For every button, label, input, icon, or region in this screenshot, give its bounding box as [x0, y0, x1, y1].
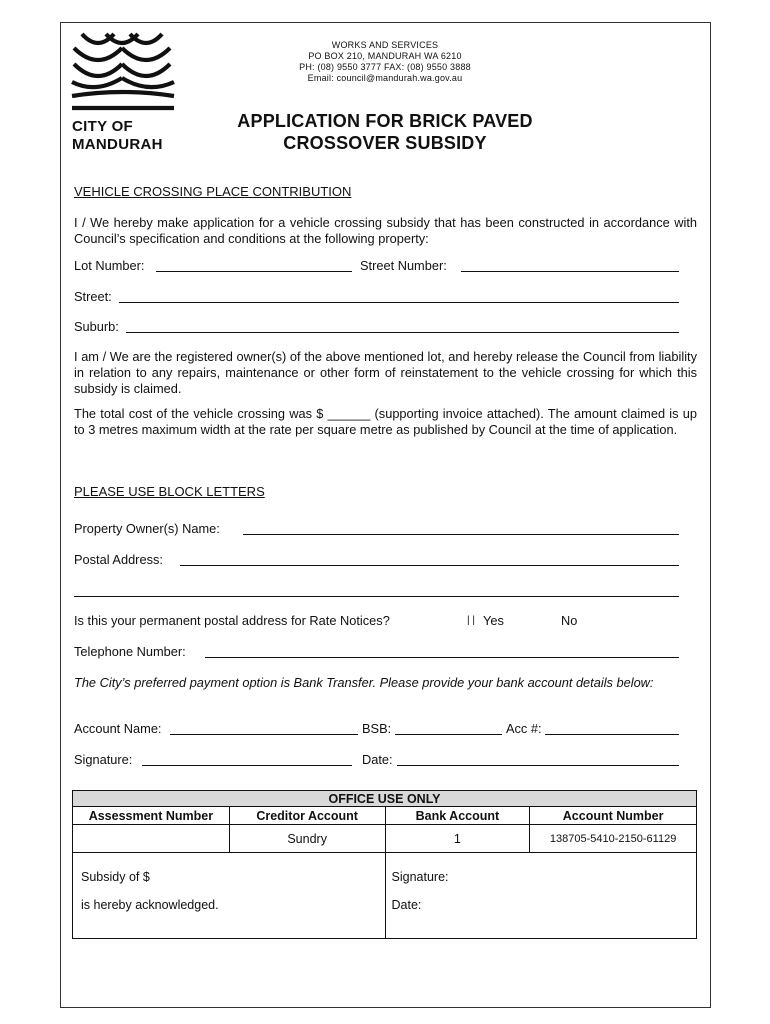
- acc-number-label: Acc #:: [506, 721, 542, 736]
- title-line-2: CROSSOVER SUBSIDY: [283, 133, 487, 153]
- city-of-mandurah-logo-icon: [68, 30, 178, 112]
- signature-label: Signature:: [74, 752, 133, 767]
- section-heading-block-letters: PLEASE USE BLOCK LETTERS: [74, 484, 265, 499]
- office-use-header-row: [73, 791, 697, 807]
- intro-paragraph: I / We hereby make application for a vehicle crossing subsidy that has been constructed in accordance with Council’s specification and conditions at the following property:: [74, 215, 697, 246]
- postal-address-field[interactable]: [180, 565, 679, 566]
- postal-address-field-line-2[interactable]: [74, 596, 679, 597]
- no-label[interactable]: No: [561, 613, 578, 628]
- street-number-field[interactable]: [461, 271, 679, 272]
- address-block: [250, 40, 520, 84]
- release-paragraph: I am / We are the registered owner(s) of the above mentioned lot, and hereby release the Council from liability in relation to any repairs, maintenance or other form of reinstatement to the vehicle crossing for which this subsidy is claimed.: [74, 349, 697, 396]
- col-bank-account: Bank Account: [385, 807, 530, 825]
- creditor-account-value: Sundry: [229, 825, 385, 853]
- permanent-address-question: Is this your permanent postal address for Rate Notices?: [74, 613, 390, 628]
- account-number-value: 138705-5410-2150-61129: [530, 825, 697, 853]
- subsidy-label: Subsidy of $: [81, 870, 150, 884]
- assessment-number-value[interactable]: [73, 825, 230, 853]
- date-label: Date:: [362, 752, 393, 767]
- office-column-header-row: [73, 807, 697, 825]
- bank-account-value: 1: [385, 825, 530, 853]
- phone-fax: PH: (08) 9550 3777 FAX: (08) 9550 3888: [299, 62, 471, 72]
- office-signature-label: Signature:: [391, 870, 449, 884]
- bsb-field[interactable]: [395, 734, 502, 735]
- logo-line-1: CITY OF: [72, 118, 133, 135]
- owner-name-field[interactable]: [243, 534, 679, 535]
- acknowledged-text: is hereby acknowledged.: [81, 898, 219, 912]
- po-box: PO BOX 210, MANDURAH WA 6210: [308, 51, 462, 61]
- suburb-label: Suburb:: [74, 319, 119, 334]
- street-label: Street:: [74, 289, 112, 304]
- telephone-field[interactable]: [205, 657, 679, 658]
- yes-checkbox[interactable]: | |: [467, 615, 475, 626]
- lot-number-field[interactable]: [156, 271, 352, 272]
- title-line-1: APPLICATION FOR BRICK PAVED: [237, 111, 533, 131]
- lot-number-label: Lot Number:: [74, 258, 145, 273]
- office-acknowledgement-row: [73, 853, 697, 939]
- yes-label: Yes: [483, 613, 504, 628]
- subsidy-cell: [73, 853, 386, 939]
- office-use-heading: OFFICE USE ONLY: [73, 791, 697, 807]
- payment-note: The City’s preferred payment option is Bank Transfer. Please provide your bank account details below:: [74, 675, 654, 690]
- signature-field[interactable]: [142, 765, 352, 766]
- office-use-table: [72, 790, 697, 939]
- account-name-label: Account Name:: [74, 721, 162, 736]
- email-address: Email: council@mandurah.wa.gov.au: [307, 73, 463, 83]
- col-account-number: Account Number: [530, 807, 697, 825]
- acc-number-field[interactable]: [545, 734, 679, 735]
- account-name-field[interactable]: [170, 734, 358, 735]
- telephone-label: Telephone Number:: [74, 644, 186, 659]
- office-signature-cell: [385, 853, 696, 939]
- col-creditor-account: Creditor Account: [229, 807, 385, 825]
- street-field[interactable]: [119, 302, 679, 303]
- suburb-field[interactable]: [126, 332, 679, 333]
- department-name: WORKS AND SERVICES: [331, 40, 439, 50]
- section-heading-contribution: VEHICLE CROSSING PLACE CONTRIBUTION: [74, 184, 352, 199]
- street-number-label: Street Number:: [360, 258, 447, 273]
- logo-wordmark: [72, 118, 182, 154]
- logo-line-2: MANDURAH: [72, 136, 163, 153]
- form-title: [200, 110, 570, 154]
- cost-paragraph: The total cost of the vehicle crossing was $ ______ (supporting invoice attached). The amount claimed is up to 3 metres maximum width at the rate per square metre as published by Council at the time of application.: [74, 406, 697, 437]
- owner-name-label: Property Owner(s) Name:: [74, 521, 220, 536]
- col-assessment-number: Assessment Number: [73, 807, 230, 825]
- postal-address-label: Postal Address:: [74, 552, 163, 567]
- date-field[interactable]: [397, 765, 679, 766]
- office-values-row: [73, 825, 697, 853]
- office-date-label: Date:: [391, 898, 422, 912]
- bsb-label: BSB:: [362, 721, 392, 736]
